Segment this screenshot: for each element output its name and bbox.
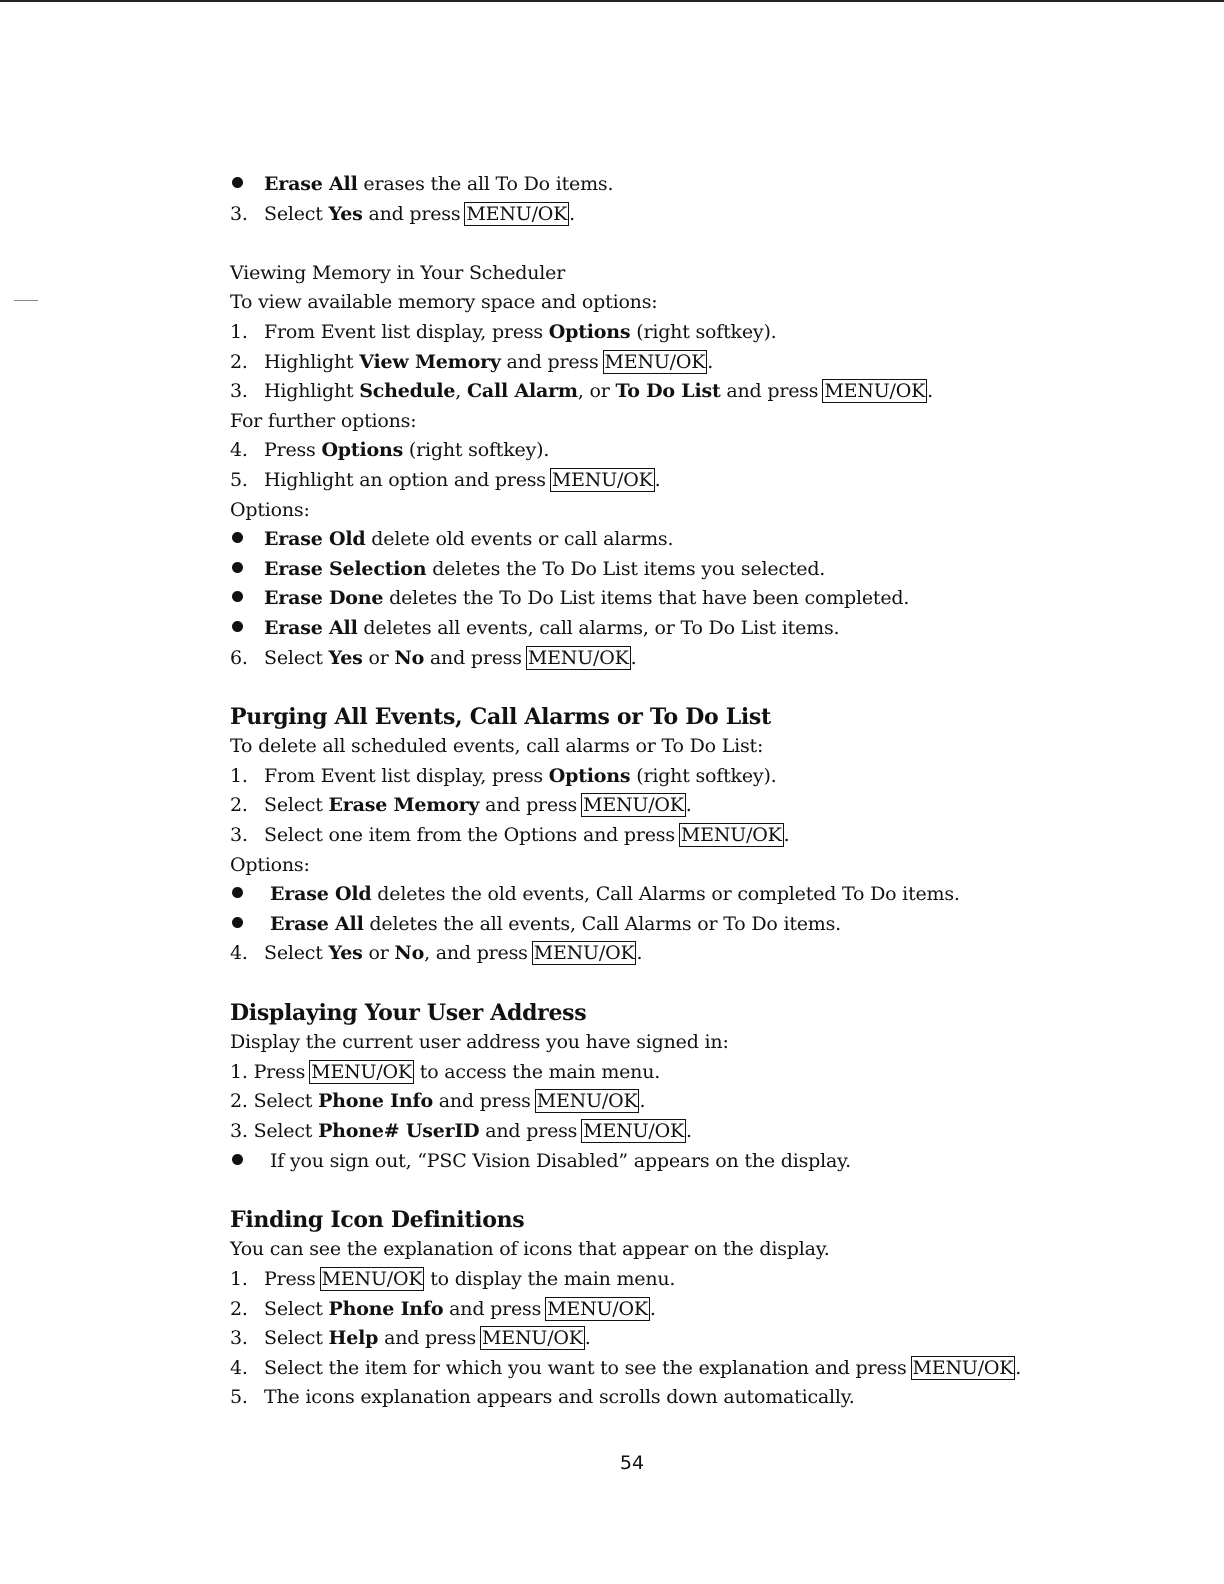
step-item: 6. Select Yes or No and press MENU/OK . xyxy=(230,646,637,669)
section-heading: Displaying Your User Address xyxy=(230,999,587,1026)
menu-ok-key: MENU/OK xyxy=(533,942,635,965)
menu-ok-key: MENU/OK xyxy=(583,794,684,817)
options-label: Options: xyxy=(230,498,310,521)
bullet-item: Erase All deletes all events, call alarms, or To Do List items. xyxy=(230,614,1010,644)
bullet-icon xyxy=(232,591,243,602)
page-content xyxy=(230,170,1022,1413)
step-item: 4. Select the item for which you want to see the explanation and press MENU/OK . xyxy=(230,1356,1022,1379)
step-item: 1. From Event list display, press Options (right softkey). xyxy=(230,764,777,787)
bullet-icon xyxy=(232,1154,243,1165)
menu-ok-key: MENU/OK xyxy=(527,646,629,669)
step-item: 1. Press MENU/OK to display the main menu. xyxy=(230,1267,676,1290)
menu-ok-key: MENU/OK xyxy=(536,1090,638,1113)
bullet-item: Erase Old delete old events or call alarms. xyxy=(230,525,1010,555)
step-item: 2. Select Phone Info and press MENU/OK . xyxy=(230,1297,656,1320)
menu-ok-key: MENU/OK xyxy=(824,380,926,403)
menu-ok-key: MENU/OK xyxy=(583,1120,684,1142)
step-item: 5. Highlight an option and press MENU/OK . xyxy=(230,468,661,491)
step-item: 5. The icons explanation appears and scrolls down automatically. xyxy=(230,1386,855,1409)
bullet-item: Erase All deletes the all events, Call Alarms or To Do items. xyxy=(230,910,1010,940)
step-item: 4. Select Yes or No, and press MENU/OK . xyxy=(230,942,643,965)
step-item: 1. From Event list display, press Options (right softkey). xyxy=(230,320,777,343)
margin-mark xyxy=(14,300,38,301)
step-item: 3. Select one item from the Options and press MENU/OK . xyxy=(230,824,790,847)
menu-ok-key: MENU/OK xyxy=(912,1356,1014,1379)
menu-ok-key: MENU/OK xyxy=(321,1267,423,1290)
menu-ok-key: MENU/OK xyxy=(466,202,568,225)
bullet-icon xyxy=(232,532,243,543)
step-item: 1. Press MENU/OK to access the main menu. xyxy=(230,1060,661,1083)
bullet-icon xyxy=(232,177,243,188)
section-lead: You can see the explanation of icons that appear on the display. xyxy=(230,1238,830,1261)
bullet-icon xyxy=(232,621,243,632)
menu-ok-key: MENU/OK xyxy=(551,468,653,491)
bullet-icon xyxy=(232,917,243,928)
section-heading: Purging All Events, Call Alarms or To Do List xyxy=(230,703,771,730)
step-item: 3. Select Yes and press MENU/OK . xyxy=(230,202,575,225)
step-item: 3. Select Phone# UserID and press MENU/OK . xyxy=(230,1120,692,1142)
bullet-item: If you sign out, “PSC Vision Disabled” appears on the display. xyxy=(230,1147,1010,1177)
menu-ok-key: MENU/OK xyxy=(547,1297,648,1320)
section-lead: Display the current user address you have signed in: xyxy=(230,1031,729,1054)
step-item: 2. Highlight View Memory and press MENU/OK . xyxy=(230,350,714,373)
menu-ok-key: MENU/OK xyxy=(680,824,782,847)
bullet-icon xyxy=(232,562,243,573)
section-lead: To delete all scheduled events, call alarms or To Do List: xyxy=(230,735,764,758)
menu-ok-key: MENU/OK xyxy=(482,1327,583,1350)
step-item: 3. Highlight Schedule, Call Alarm, or To Do List and press MENU/OK . xyxy=(230,380,933,403)
bullet-item: Erase Done deletes the To Do List items that have been completed. xyxy=(230,584,1010,614)
bullet-item: Erase Selection deletes the To Do List items you selected. xyxy=(230,555,1010,585)
menu-ok-key: MENU/OK xyxy=(311,1060,412,1083)
section-heading: Finding Icon Definitions xyxy=(230,1206,525,1233)
step-item: 2. Select Phone Info and press MENU/OK . xyxy=(230,1090,646,1113)
page-top-rule xyxy=(0,0,1224,2)
step-item: 2. Select Erase Memory and press MENU/OK . xyxy=(230,794,692,817)
page-number: 54 xyxy=(619,1452,645,1474)
bullet-icon xyxy=(232,887,243,898)
bullet-item: Erase All erases the all To Do items. xyxy=(230,170,1010,200)
menu-ok-key: MENU/OK xyxy=(604,350,706,373)
section-lead: To view available memory space and options: xyxy=(230,291,658,314)
options-label: Options: xyxy=(230,853,310,876)
sub-label: For further options: xyxy=(230,409,417,432)
step-item: 3. Select Help and press MENU/OK . xyxy=(230,1327,591,1350)
bullet-item: Erase Old deletes the old events, Call Alarms or completed To Do items. xyxy=(230,880,1010,910)
section-title: Viewing Memory in Your Scheduler xyxy=(230,261,566,284)
step-item: 4. Press Options (right softkey). xyxy=(230,439,550,462)
